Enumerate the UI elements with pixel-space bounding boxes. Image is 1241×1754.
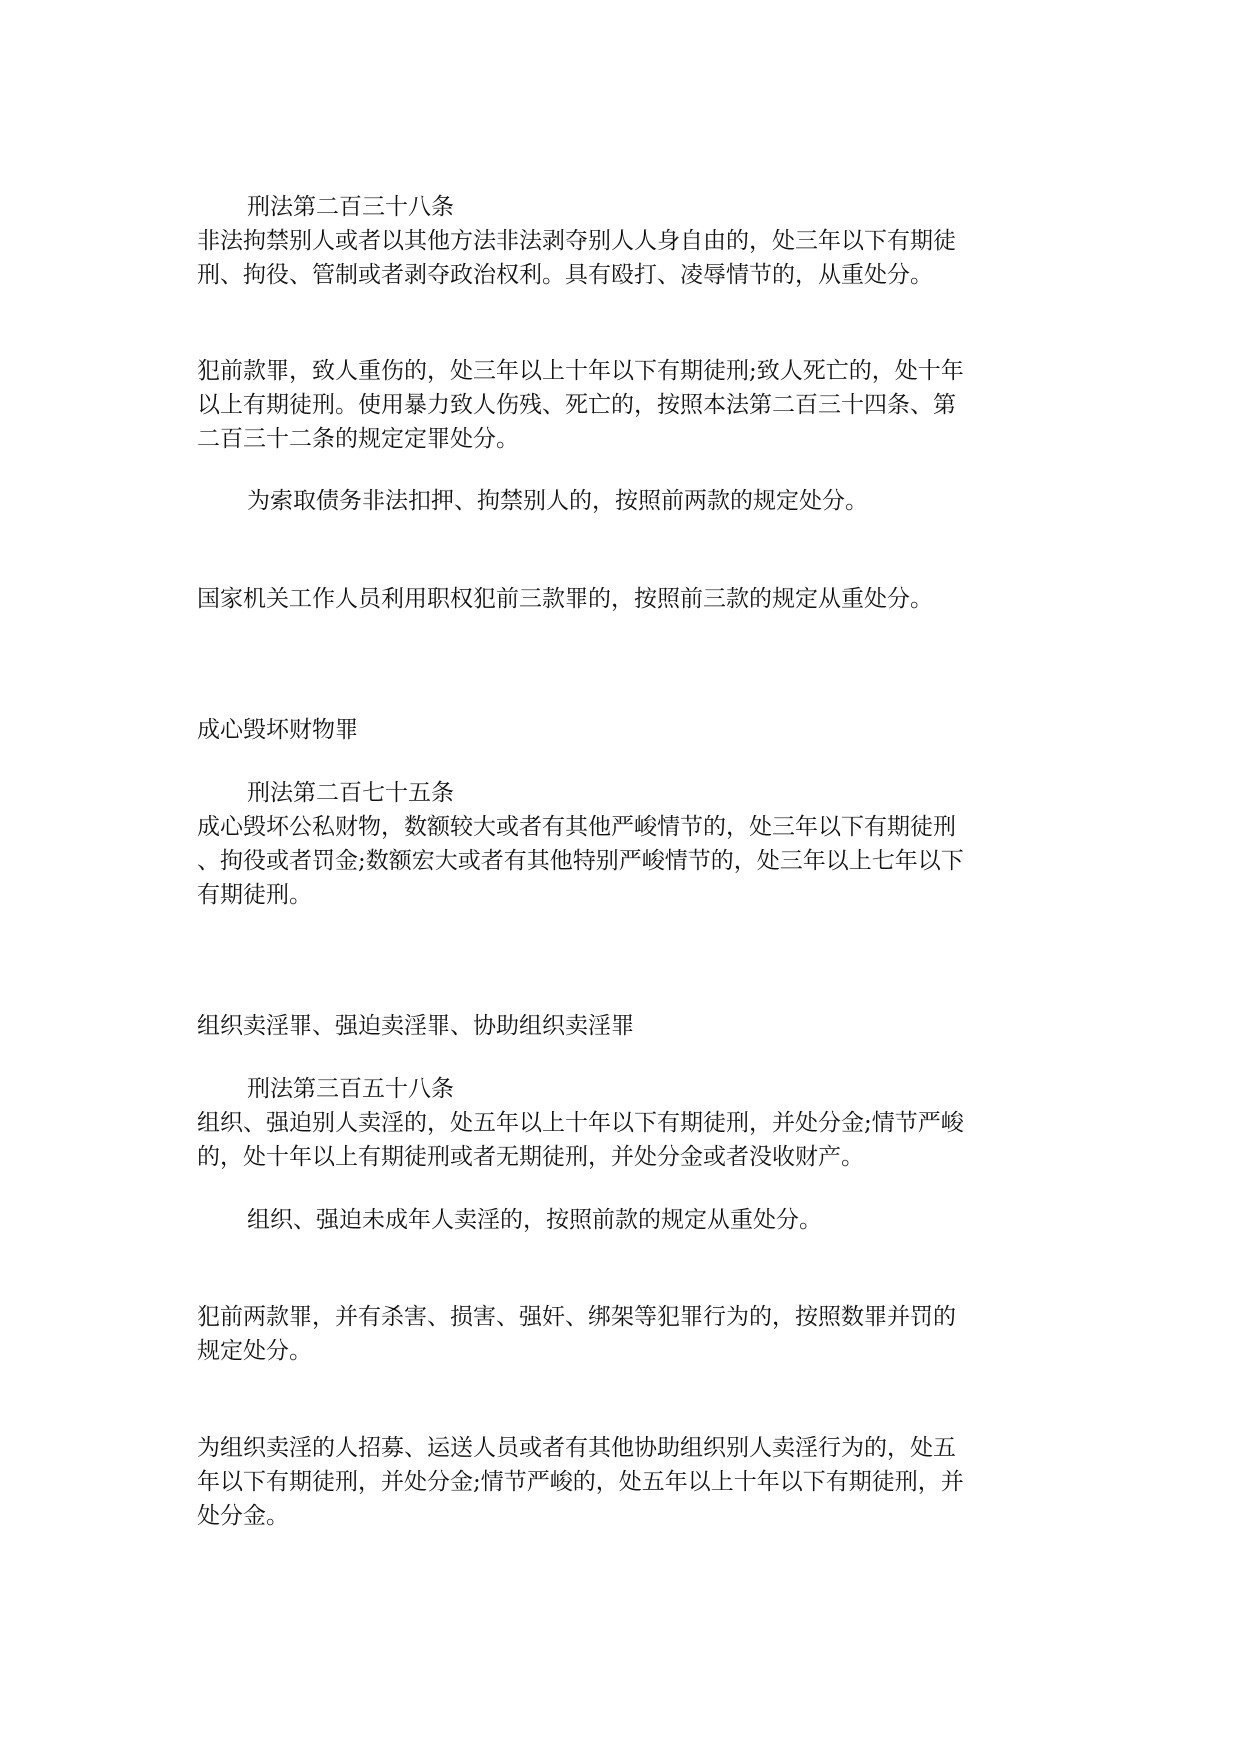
text-line: 处分金。 [197,1503,289,1529]
text-line: 国家机关工作人员利用职权犯前三款罪的，按照前三款的规定从重处分。 [197,586,933,612]
article-heading-358: 刑法第三百五十八条 [247,1076,454,1102]
article-heading-275: 刑法第二百七十五条 [247,780,454,806]
text-line: 有期徒刑。 [197,882,312,908]
section-heading: 成心毁坏财物罪 [197,717,358,743]
section-heading: 组织卖淫罪、强迫卖淫罪、协助组织卖淫罪 [197,1013,634,1039]
text-line: 的，处十年以上有期徒刑或者无期徒刑，并处分金或者没收财产。 [197,1144,864,1170]
text-line: 组织、强迫别人卖淫的，处五年以上十年以下有期徒刑，并处分金;情节严峻 [197,1110,964,1136]
text-line: 规定处分。 [197,1338,312,1364]
text-line: 犯前款罪，致人重伤的，处三年以上十年以下有期徒刑;致人死亡的，处十年 [197,358,964,384]
text-line: 成心毁坏公私财物，数额较大或者有其他严峻情节的，处三年以下有期徒刑 [197,814,956,840]
text-line: 为组织卖淫的人招募、运送人员或者有其他协助组织别人卖淫行为的，处五 [197,1435,956,1461]
text-line: 年以下有期徒刑，并处分金;情节严峻的，处五年以上十年以下有期徒刑，并 [197,1469,964,1495]
text-line: 以上有期徒刑。使用暴力致人伤残、死亡的，按照本法第二百三十四条、第 [197,392,956,418]
text-line: 为索取债务非法扣押、拘禁别人的，按照前两款的规定处分。 [247,488,868,514]
text-line: 、拘役或者罚金;数额宏大或者有其他特别严峻情节的，处三年以上七年以下 [197,848,964,874]
text-line: 刑、拘役、管制或者剥夺政治权利。具有殴打、凌辱情节的，从重处分。 [197,262,933,288]
text-line: 犯前两款罪，并有杀害、损害、强奸、绑架等犯罪行为的，按照数罪并罚的 [197,1304,956,1330]
article-heading-238: 刑法第二百三十八条 [247,194,454,220]
text-line: 组织、强迫未成年人卖淫的，按照前款的规定从重处分。 [247,1207,822,1233]
text-line: 非法拘禁别人或者以其他方法非法剥夺别人人身自由的，处三年以下有期徒 [197,228,956,254]
text-line: 二百三十二条的规定定罪处分。 [197,426,519,452]
